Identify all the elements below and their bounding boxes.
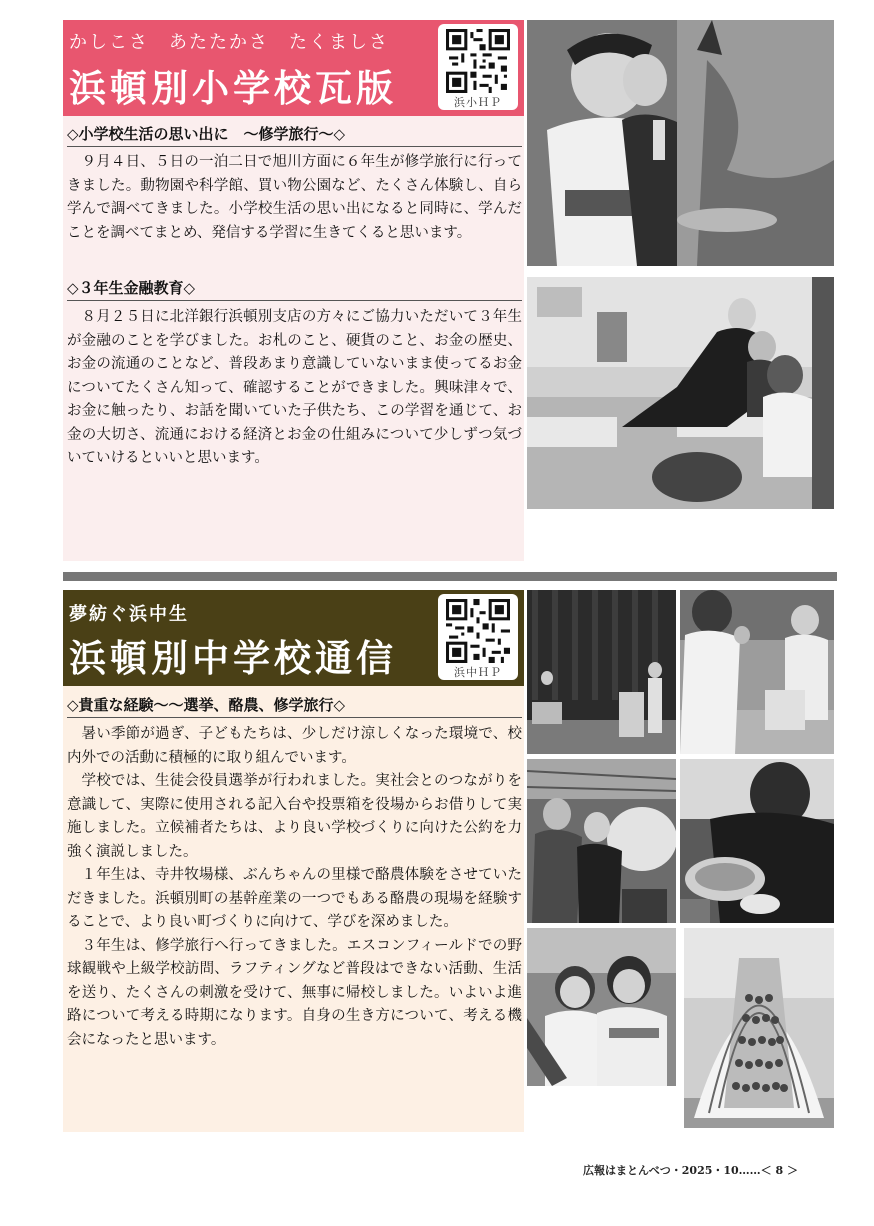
- junior-high-motto: 夢紡ぐ浜中生: [69, 604, 189, 625]
- valuable-experience-heading: ◇貴重な経験～～選挙、酪農、修学旅行◇: [67, 694, 522, 718]
- financial-education-text: ８月２５日に北洋銀行浜頓別支店の方々にご協力いただいて３年生が金融のことを学びました。お札のこと、硬貨のこと、お金の歴史、お金の流通のことなど、普段あまり意識していないまま使ってるお金についてたくさん知って、確認することができました。興味津々で、お金に触ったり、お話を聞いていた子供たち、この学習を通じて、お金の大切さ、流通における経済とお金の仕組みについて少しずつ気づいていけるといいと思います。: [67, 309, 522, 466]
- elementary-newsletter: [63, 20, 524, 561]
- paragraph-dairy: １年生は、寺井牧場様、ぶんちゃんの里様で酪農体験をさせていただきました。浜頓別町の基幹産業の一つでもある酪農の現場を経験することで、より良い町づくりに向けて、学びを深めました。: [67, 867, 522, 930]
- dairy-work-photo: [680, 759, 834, 923]
- section-divider: [63, 572, 837, 581]
- paragraph-intro: 暑い季節が過ぎ、子どもたちは、少しだけ涼しくなった環境で、校内外での活動に積極的に取り組んでいます。: [67, 726, 522, 766]
- elementary-motto: かしこさ あたたかさ たくましさ: [69, 32, 389, 53]
- junior-high-newsletter: [63, 590, 524, 1132]
- baseball-game-photo: [527, 928, 676, 1086]
- elementary-title: 浜頓別小学校瓦版: [69, 67, 397, 110]
- ballot-box-photo: [680, 590, 834, 754]
- page-footer: 広報はまとんべつ・2025・10……＜ 8 ＞: [582, 1164, 798, 1177]
- elementary-qr[interactable]: [438, 24, 518, 110]
- junior-high-title: 浜頓別中学校通信: [69, 637, 397, 680]
- qr-code-icon: [445, 29, 511, 93]
- dairy-farm-photo: [527, 759, 676, 923]
- financial-class-photo: [527, 277, 834, 509]
- junior-high-qr[interactable]: [438, 594, 518, 680]
- junior-high-qr-label: 浜中ＨＰ: [454, 666, 502, 679]
- paragraph-trip: ３年生は、修学旅行へ行ってきました。エスコンフィールドでの野球観戦や上級学校訪問、ラフティングなど普段はできない活動、生活を送り、たくさんの刺激を受けて、無事に帰校しました。いよいよ進路について考える時期になります。自身の生き方について、考える機会になったと思います。: [67, 937, 522, 1048]
- paragraph-election: 学校では、生徒会役員選挙が行われました。実社会とのつながりを意識して、実際に使用される記入台や投票箱を役場からお借りして実施しました。立候補者たちは、より良い学校づくりに向けた公約を力強く演説しました。: [67, 773, 522, 860]
- airplane-group-photo: [684, 928, 834, 1128]
- elementary-header: [63, 20, 524, 116]
- qr-code-icon: [445, 599, 511, 663]
- school-trip-heading: ◇小学校生活の思い出に ～修学旅行～◇: [67, 123, 522, 147]
- election-stage-photo: [527, 590, 676, 754]
- school-trip-text: ９月４日、５日の一泊二日で旭川方面に６年生が修学旅行に行ってきました。動物園や科学館、買い物公園など、たくさん体験し、自ら学んで調べてきました。小学校生活の思い出になると同時に、学んだことを調べてまとめ、発信する学習に生きてくると思います。: [67, 154, 522, 241]
- school-trip-photo: [527, 20, 834, 266]
- elementary-qr-label: 浜小ＨＰ: [454, 96, 502, 109]
- valuable-experience-text: [67, 723, 522, 1052]
- financial-education-heading: ◇３年生金融教育◇: [67, 277, 522, 301]
- junior-high-header: [63, 590, 524, 686]
